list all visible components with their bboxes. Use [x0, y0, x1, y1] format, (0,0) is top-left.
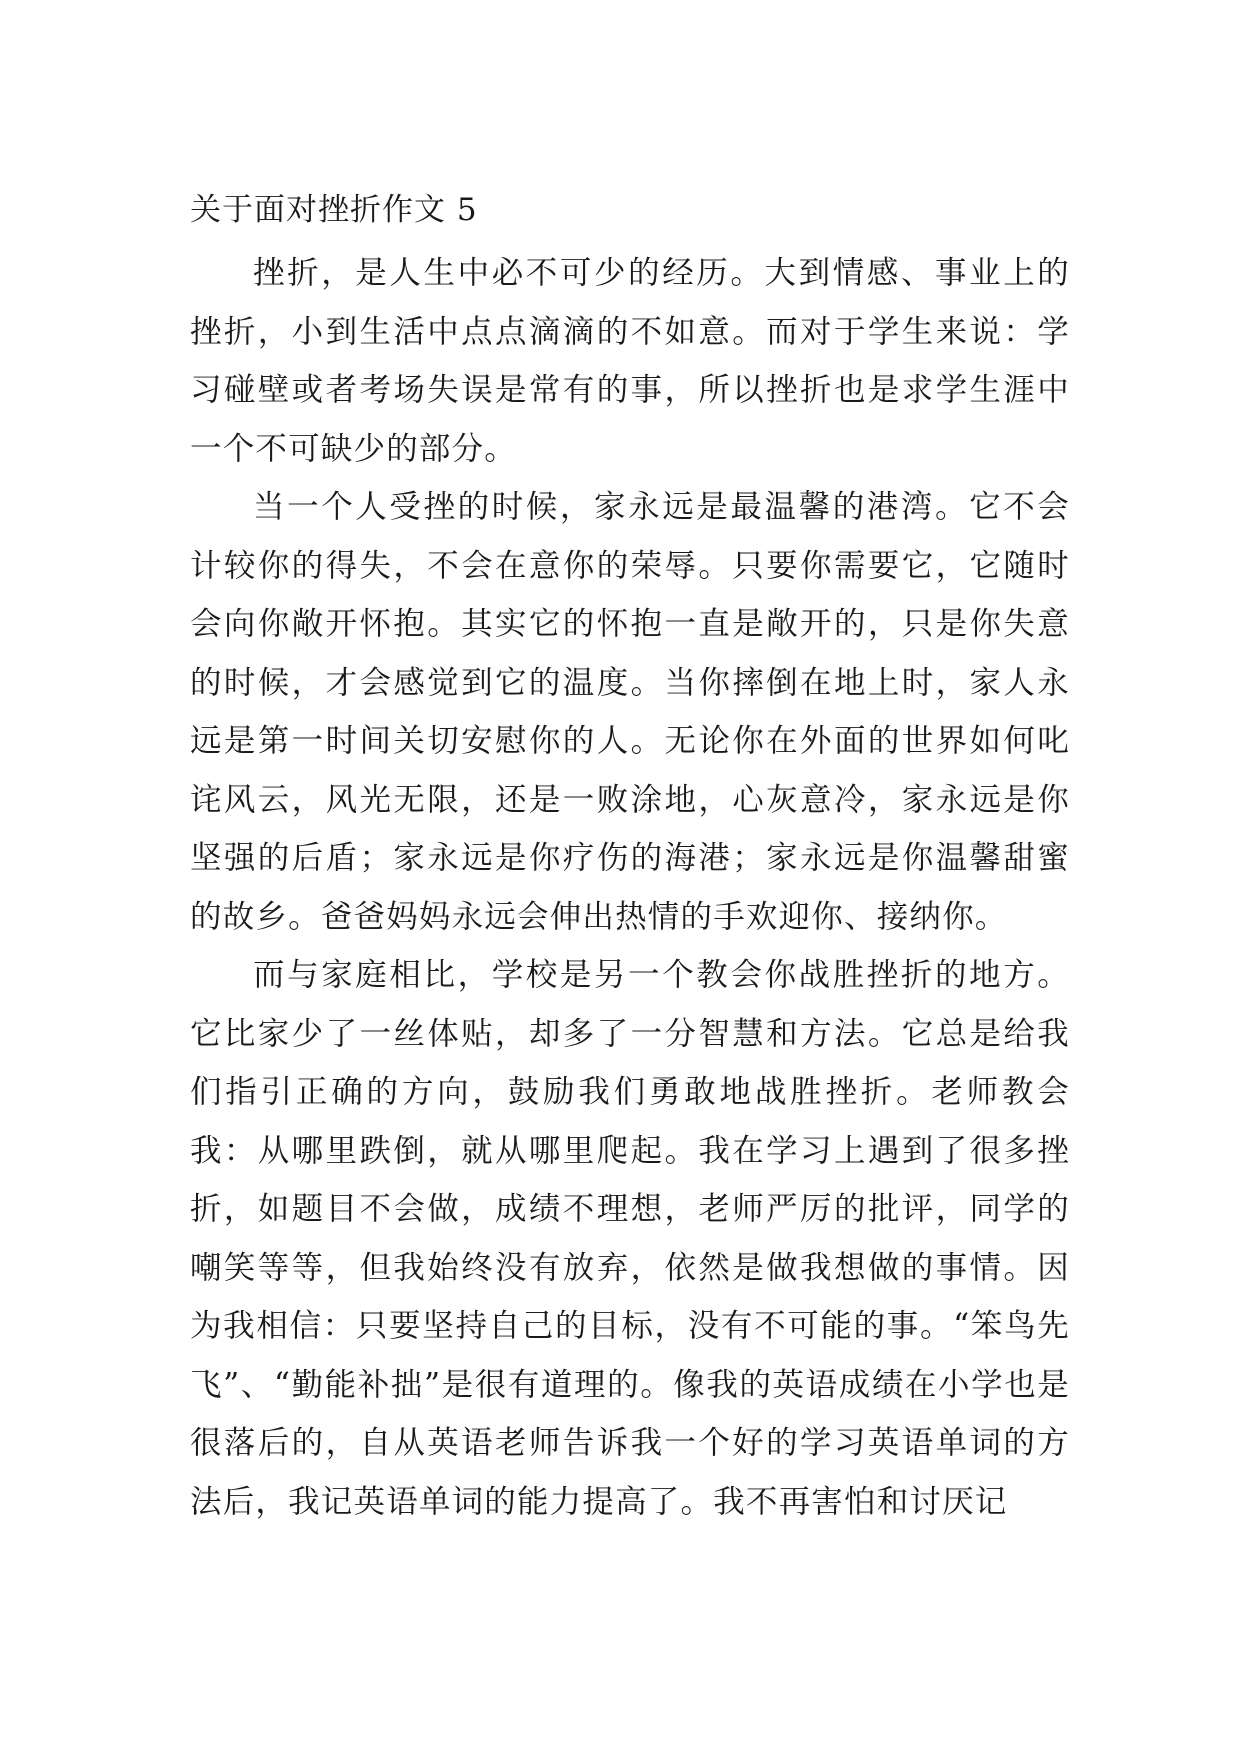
document-page	[190, 190, 1070, 1531]
page-title: 关于面对挫折作文 5	[190, 192, 478, 228]
paragraph-2: 当一个人受挫的时候，家永远是最温馨的港湾。它不会计较你的得失，不会在意你的荣辱。只要你需要它，它随时会向你敞开怀抱。其实它的怀抱一直是敞开的，只是你失意的时候，才会感觉到它的温度。当你摔倒在地上时，家人永远是第一时间关切安慰你的人。无论你在外面的世界如何叱诧风云，风光无限，还是一败涂地，心灰意冷，家永远是你坚强的后盾；家永远是你疗伤的海港；家永远是你温馨甜蜜的故乡。爸爸妈妈永远会伸出热情的手欢迎你、接纳你。	[190, 489, 1070, 935]
paragraph-3: 而与家庭相比，学校是另一个教会你战胜挫折的地方。它比家少了一丝体贴，却多了一分智慧和方法。它总是给我们指引正确的方向，鼓励我们勇敢地战胜挫折。老师教会我：从哪里跌倒，就从哪里爬起。我在学习上遇到了很多挫折，如题目不会做，成绩不理想，老师严厉的批评，同学的嘲笑等等，但我始终没有放弃，依然是做我想做的事情。因为我相信：只要坚持自己的目标，没有不可能的事。“笨鸟先飞”、“勤能补拙”是很有道理的。像我的英语成绩在小学也是很落后的，自从英语老师告诉我一个好的学习英语单词的方法后，我记英语单词的能力提高了。我不再害怕和讨厌记	[190, 957, 1070, 1520]
paragraph-1: 挫折，是人生中必不可少的经历。大到情感、事业上的挫折，小到生活中点点滴滴的不如意。而对于学生来说：学习碰壁或者考场失误是常有的事，所以挫折也是求学生涯中一个不可缺少的部分。	[190, 255, 1070, 467]
